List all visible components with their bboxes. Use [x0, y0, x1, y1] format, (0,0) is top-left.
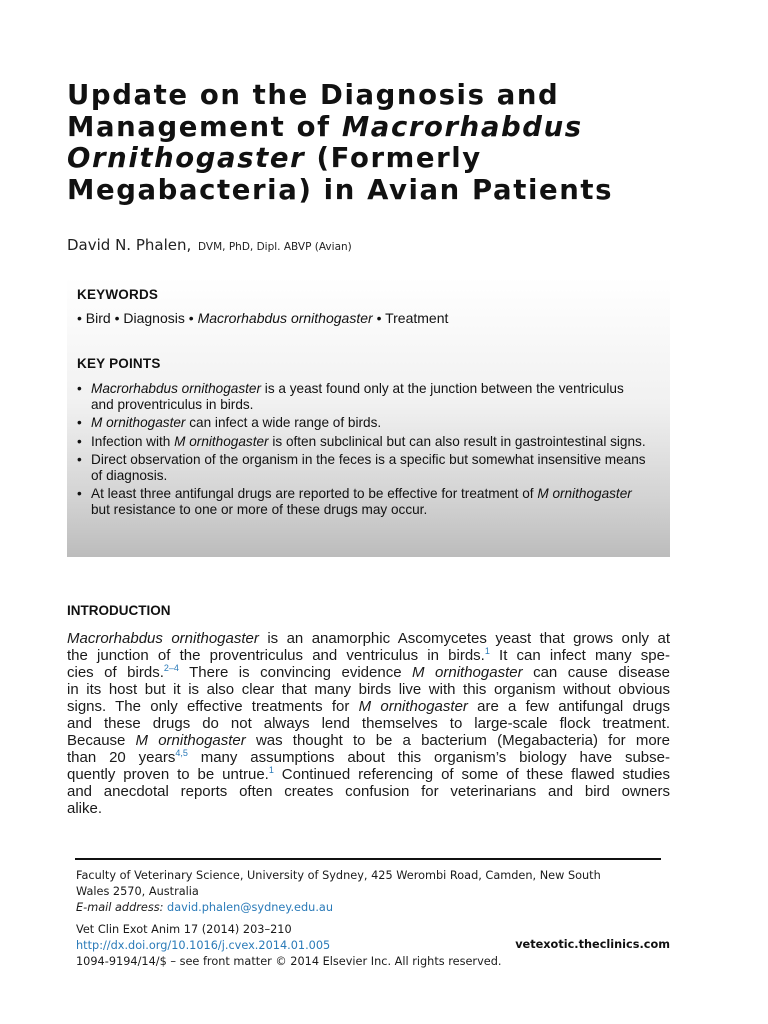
article-title	[67, 80, 707, 206]
title-line-4: Megabacteria) in Avian Patients	[67, 173, 614, 206]
species-name: M ornithogaster	[358, 698, 468, 715]
key-point-item	[77, 415, 649, 431]
introduction-paragraph	[67, 630, 670, 817]
paragraph-line	[67, 630, 670, 647]
citation-block	[76, 922, 501, 970]
body-text: Because	[67, 732, 136, 749]
key-point-species: M ornithogaster	[91, 415, 186, 430]
body-text: and these drugs do not always lend themselves to large-scale flock treatment.	[67, 715, 670, 732]
key-point-text: At least three antifungal drugs are reported to be effective for treatment of	[91, 486, 538, 501]
key-point-species: M ornithogaster	[537, 486, 632, 501]
paragraph-line	[67, 664, 670, 681]
body-text: signs. The only effective treatments for	[67, 698, 359, 715]
keyword-item: Bird	[85, 310, 111, 326]
species-name: Macrorhabdus ornithogaster	[67, 630, 259, 647]
keywords-heading: KEYWORDS	[77, 287, 159, 302]
citation-ref[interactable]: 1	[484, 646, 490, 656]
keyword-bullet: •	[114, 310, 120, 326]
species-name: M ornithogaster	[412, 664, 523, 681]
copyright: 1094-9194/14/$ – see front matter © 2014 Elsevier Inc. All rights reserved.	[76, 955, 502, 968]
key-point-text: Direct observation of the organism in the feces is a specific but somewhat insensitive means of diagnosis.	[91, 452, 646, 483]
title-line-3b: (Formerly	[305, 142, 482, 174]
body-text: the junction of the proventriculus and ventriculus in birds.	[67, 647, 485, 664]
paragraph-line	[67, 647, 670, 664]
paragraph-line	[67, 800, 670, 817]
paragraph-line	[67, 766, 670, 783]
key-point-item	[77, 381, 649, 412]
key-point-text: is often subclinical but can also result in gastrointestinal signs.	[268, 433, 646, 449]
keywords-keypoints-box	[67, 277, 670, 557]
key-point-item	[77, 452, 649, 483]
title-line-3a: Ornithogaster	[67, 142, 306, 174]
key-points-list	[77, 381, 649, 520]
keywords-list	[77, 310, 448, 326]
journal-website[interactable]: vetexotic.theclinics.com	[515, 938, 670, 951]
title-line-1: Update on the Diagnosis and	[67, 79, 560, 111]
body-text: is an anamorphic Ascomycetes yeast that grows only at	[258, 630, 670, 647]
paragraph-line	[67, 698, 670, 715]
body-text: many assumptions about this organism’s biology have subse-	[187, 749, 670, 766]
key-point-text: is a yeast found only at the junction between the ventriculus and proventriculus in birds.	[91, 381, 624, 412]
keyword-bullet: •	[77, 310, 82, 326]
citation-ref[interactable]: 1	[268, 765, 274, 775]
introduction-heading: INTRODUCTION	[67, 603, 171, 618]
body-text: cies of birds.	[67, 664, 164, 681]
key-point-text: but resistance to one or more of these drugs may occur.	[91, 501, 428, 517]
author-credentials: DVM, PhD, Dipl. ABVP (Avian)	[198, 241, 352, 253]
citation-ref[interactable]: 2–4	[163, 663, 179, 673]
key-point-species: Macrorhabdus ornithogaster	[91, 381, 262, 396]
key-point-text: Infection with	[91, 433, 175, 449]
body-text: was thought to be a bacterium (Megabacteria) for more	[245, 732, 671, 749]
body-text: quently proven to be untrue.	[67, 766, 269, 783]
body-text: than 20 years	[67, 749, 176, 766]
key-point-species: M ornithogaster	[174, 433, 269, 449]
paragraph-line	[67, 681, 670, 698]
author-name: David N. Phalen,	[67, 236, 192, 254]
keyword-item: Macrorhabdus ornithogaster	[197, 310, 373, 326]
paragraph-line	[67, 732, 670, 749]
body-text: are a few antifungal drugs	[467, 698, 670, 715]
paragraph-line	[67, 783, 670, 800]
body-text: and anecdotal reports often creates confusion for veterinarians and bird owners	[67, 783, 670, 800]
key-point-text: can infect a wide range of birds.	[185, 415, 382, 430]
affiliation-line-1: Faculty of Veterinary Science, University of Sydney, 425 Werombi Road, Camden, New South	[76, 869, 601, 882]
title-line-2a: Management of	[67, 110, 342, 143]
affiliation-line-2: Wales 2570, Australia	[76, 885, 199, 898]
body-text: It can infect many spe-	[489, 647, 670, 664]
email-label: E-mail address:	[76, 901, 164, 914]
body-text: Continued referencing of some of these flawed studies	[273, 766, 670, 783]
key-point-item	[77, 486, 649, 517]
title-line-2b: Macrorhabdus	[341, 110, 583, 143]
body-text: There is convincing evidence	[178, 664, 413, 681]
keyword-item: Treatment	[385, 310, 449, 326]
author-byline	[67, 236, 352, 254]
species-name: M ornithogaster	[135, 732, 246, 749]
paragraph-line	[67, 715, 670, 732]
doi-link[interactable]: http://dx.doi.org/10.1016/j.cvex.2014.01.005	[76, 939, 331, 952]
footnote-divider	[75, 858, 661, 860]
email-line	[76, 900, 601, 916]
paragraph-line	[67, 749, 670, 766]
keyword-bullet: •	[376, 310, 382, 326]
key-point-item	[77, 434, 649, 450]
body-text: alike.	[67, 800, 103, 817]
citation: Vet Clin Exot Anim 17 (2014) 203–210	[76, 923, 292, 936]
keyword-bullet: •	[188, 310, 194, 326]
keyword-item: Diagnosis	[123, 310, 185, 326]
body-text: in its host but it is also clear that many birds live with this organism without obvious	[67, 681, 670, 698]
body-text: can cause disease	[522, 664, 670, 681]
key-points-heading: KEY POINTS	[77, 356, 161, 371]
citation-ref[interactable]: 4,5	[175, 748, 188, 758]
email-link[interactable]: david.phalen@sydney.edu.au	[167, 901, 333, 914]
affiliation	[76, 868, 601, 916]
